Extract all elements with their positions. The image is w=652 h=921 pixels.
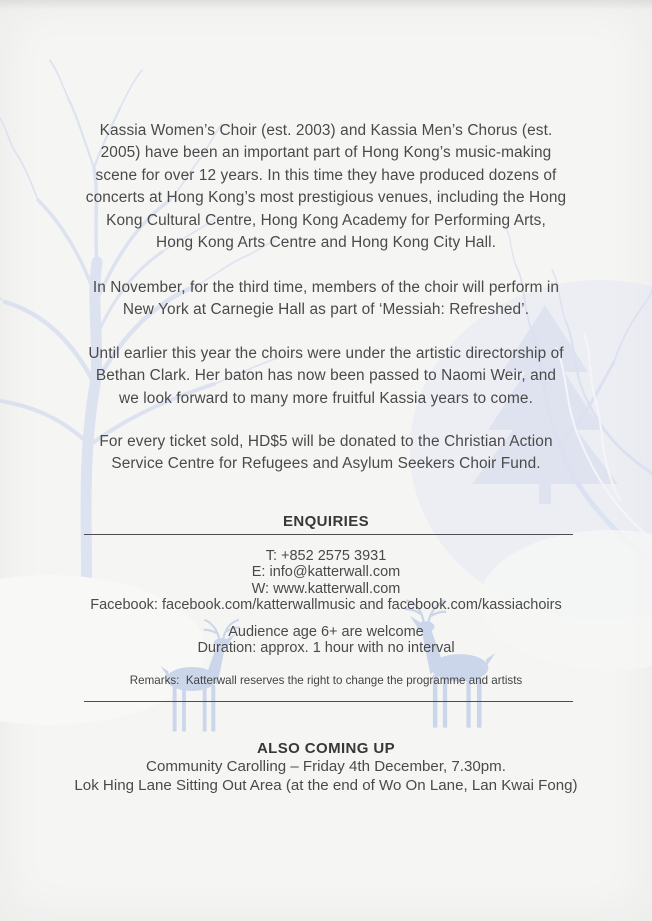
- text-line: concerts at Hong Kong’s most prestigious venues, including the Hong: [85, 189, 567, 207]
- deer-silhouette-right: [405, 600, 495, 727]
- text-line: scene for over 12 years. In this time they have produced dozens of: [95, 166, 557, 184]
- phone-line: T: +852 2575 3931: [265, 548, 387, 564]
- duration-note: Duration: approx. 1 hour with no interval: [197, 640, 455, 657]
- enquiries-heading: ENQUIRIES: [282, 513, 370, 530]
- text-line: For every ticket sold, HD$5 will be donated to the Christian Action: [99, 433, 553, 450]
- directorship-paragraph: [0, 343, 652, 410]
- audience-notes-block: [0, 624, 652, 657]
- text-line: Hong Kong Arts Centre and Hong Kong City Hall.: [156, 234, 496, 252]
- audience-note: Audience age 6+ are welcome: [228, 624, 424, 640]
- divider-line-bottom: [84, 701, 573, 702]
- website-line: W: www.katterwall.com: [251, 580, 401, 597]
- text-line: Kong Cultural Centre, Hong Kong Academy for Performing Arts,: [106, 211, 546, 229]
- remarks-note: Remarks: Katterwall reserves the right to change the programme and artists: [129, 674, 523, 687]
- donation-paragraph: [0, 431, 652, 476]
- text-line: 2005) have been an important part of Hong Kong’s music-making: [100, 144, 552, 162]
- intro-paragraph: [0, 120, 652, 254]
- text-line: New York at Carnegie Hall as part of ‘Messiah: Refreshed’.: [122, 301, 530, 319]
- text-line: Until earlier this year the choirs were under the artistic directorship of: [88, 345, 564, 362]
- carnegie-paragraph: [0, 277, 652, 322]
- text-line: Kassia Women’s Choir (est. 2003) and Kassia Men’s Chorus (est.: [99, 122, 553, 139]
- upcoming-events-block: [0, 758, 652, 795]
- text-line: we look forward to many more fruitful Kassia years to come.: [119, 389, 533, 407]
- event-line: Community Carolling – Friday 4th December, 7.30pm.: [146, 758, 506, 775]
- email-line: E: info@katterwall.com: [251, 564, 401, 581]
- text-line: In November, for the third time, members of the choir will perform in: [92, 279, 560, 296]
- text-line: Service Centre for Refugees and Asylum Seekers Choir Fund.: [111, 455, 541, 473]
- also-coming-up-heading: ALSO COMING UP: [256, 740, 396, 757]
- text-line: Bethan Clark. Her baton has now been passed to Naomi Weir, and: [95, 367, 557, 385]
- facebook-line: Facebook: facebook.com/katterwallmusic and facebook.com/kassiachoirs: [90, 597, 562, 614]
- event-line: Lok Hing Lane Sitting Out Area (at the end of Wo On Lane, Lan Kwai Fong): [74, 776, 578, 794]
- contact-block: [0, 548, 652, 614]
- divider-line-top: [84, 534, 573, 535]
